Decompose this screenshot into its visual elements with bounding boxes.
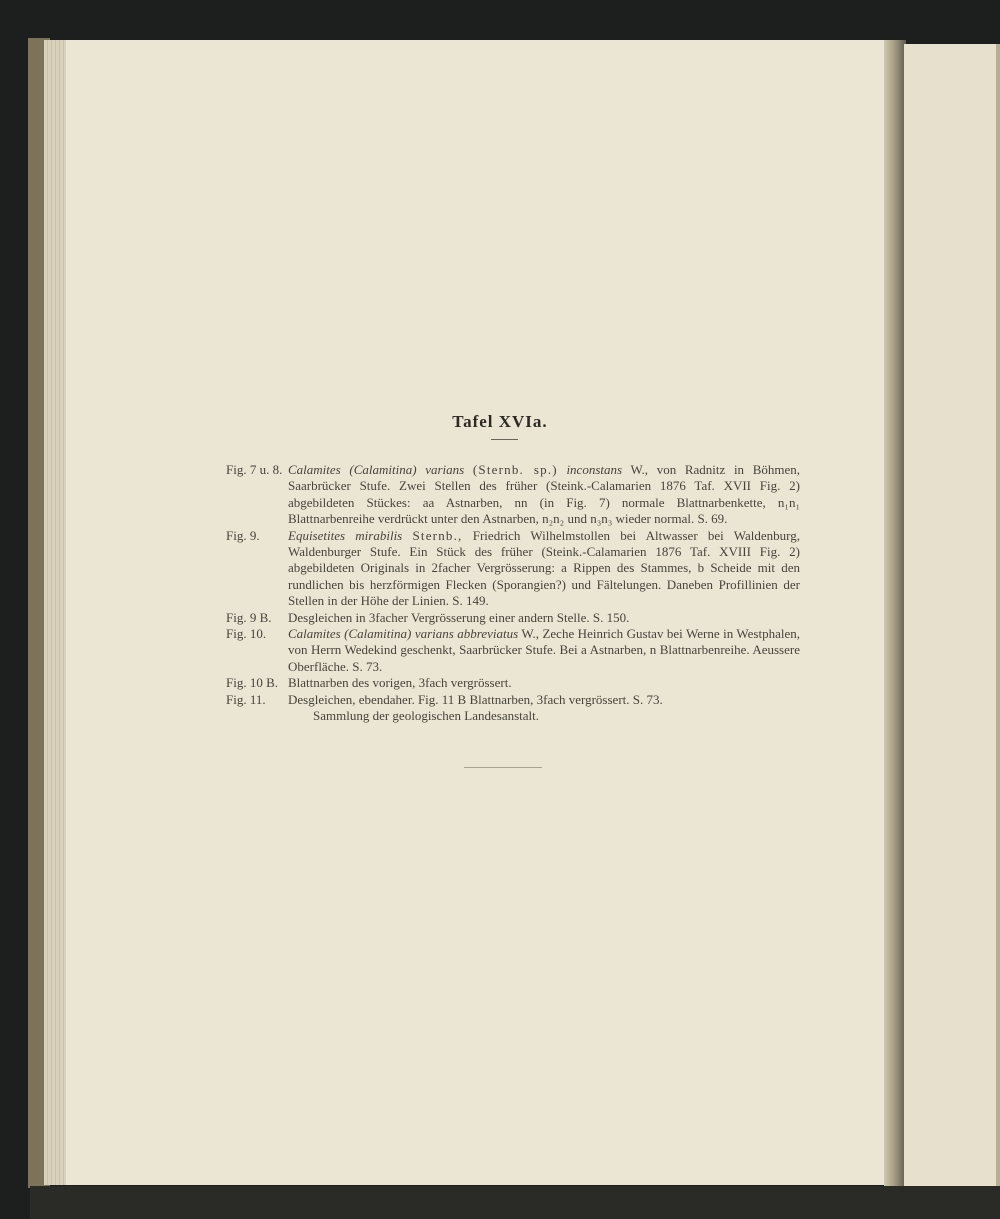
- species-name: Equisetites mirabilis: [288, 527, 403, 543]
- collection-credit: Sammlung der geologischen Landesanstalt.: [313, 708, 540, 723]
- caption-description: W., von Radnitz in Böhmen, Saarbrücker Stufe. Zwei Stellen des früher (Steink.-Calamarien 1876 Taf. XVII Fig. 2) abgebildeten Stückes: aa Astnarben, nn (in Fig. 7) normale Blattnarbenkette, n₁n₁ Blattnarbenreihe verdrückt unter den Astnarben, n₂n₂ und n₃n₃ wieder normal. S. 69.: [288, 462, 801, 527]
- caption-entry: [226, 528, 800, 610]
- caption-text: [288, 626, 800, 675]
- figure-caption-list: [226, 462, 800, 708]
- species-name: Calamites (Calamitina) varians: [288, 462, 465, 477]
- plate-title: Tafel XVIa.: [452, 412, 548, 431]
- caption-entry: [226, 610, 800, 626]
- figure-number: Fig. 9 B.: [226, 609, 272, 625]
- closing-divider: [464, 767, 542, 768]
- caption-text: [288, 528, 800, 610]
- figure-number: Fig. 7 u. 8.: [226, 462, 283, 477]
- caption-text: [288, 675, 800, 691]
- caption-text: [288, 692, 800, 708]
- species-author: (Sternb. sp.): [472, 462, 558, 477]
- figure-number: Fig. 10 B.: [226, 675, 279, 691]
- figure-number: Fig. 9.: [226, 527, 260, 543]
- background-strip: [30, 1186, 1000, 1219]
- facing-page: [904, 44, 1000, 1189]
- species-author: Sternb.,: [412, 527, 463, 543]
- book-gutter: [884, 40, 906, 1190]
- facing-page-edge: [996, 44, 1000, 1189]
- caption-entry: [226, 462, 800, 528]
- caption-description: Desgleichen in 3facher Vergrösserung einer andern Stelle. S. 150.: [288, 609, 630, 625]
- species-name: Calamites (Calamitina) varians abbreviatus: [288, 626, 519, 642]
- caption-text: [288, 610, 800, 626]
- caption-entry: [226, 692, 800, 708]
- caption-text: [288, 462, 800, 528]
- figure-number: Fig. 11.: [226, 691, 266, 707]
- caption-description: Blattnarben des vorigen, 3fach vergrössert.: [288, 675, 512, 691]
- caption-entry: [226, 675, 800, 691]
- caption-description: Desgleichen, ebendaher. Fig. 11 B Blattnarben, 3fach vergrössert. S. 73.: [288, 691, 663, 707]
- species-epithet: inconstans: [566, 462, 623, 477]
- figure-number: Fig. 10.: [226, 626, 267, 642]
- caption-description: Friedrich Wilhelmstollen bei Altwasser bei Waldenburg, Waldenburger Stufe. Ein Stück des früher (Steink.-Calamarien 1876 Taf. XVIII Fig. 2) abgebildeten Originals in 2facher Vergrösserung: a Rippen des Stammes, b Scheide mit den rundlichen bis herzförmigen Flecken (Sporangien?) und Fältelungen. Daneben Profillinien der Stellen in der Höhe der Linien. S. 149.: [288, 527, 800, 609]
- title-divider: [491, 439, 518, 440]
- caption-entry: [226, 626, 800, 675]
- caption-description: W., Zeche Heinrich Gustav bei Werne in Westphalen, von Herrn Wedekind geschenkt, Saarbrücker Stufe. Bei a Astnarben, n Blattnarbenreihe. Aeussere Oberfläche. S. 73.: [288, 626, 800, 674]
